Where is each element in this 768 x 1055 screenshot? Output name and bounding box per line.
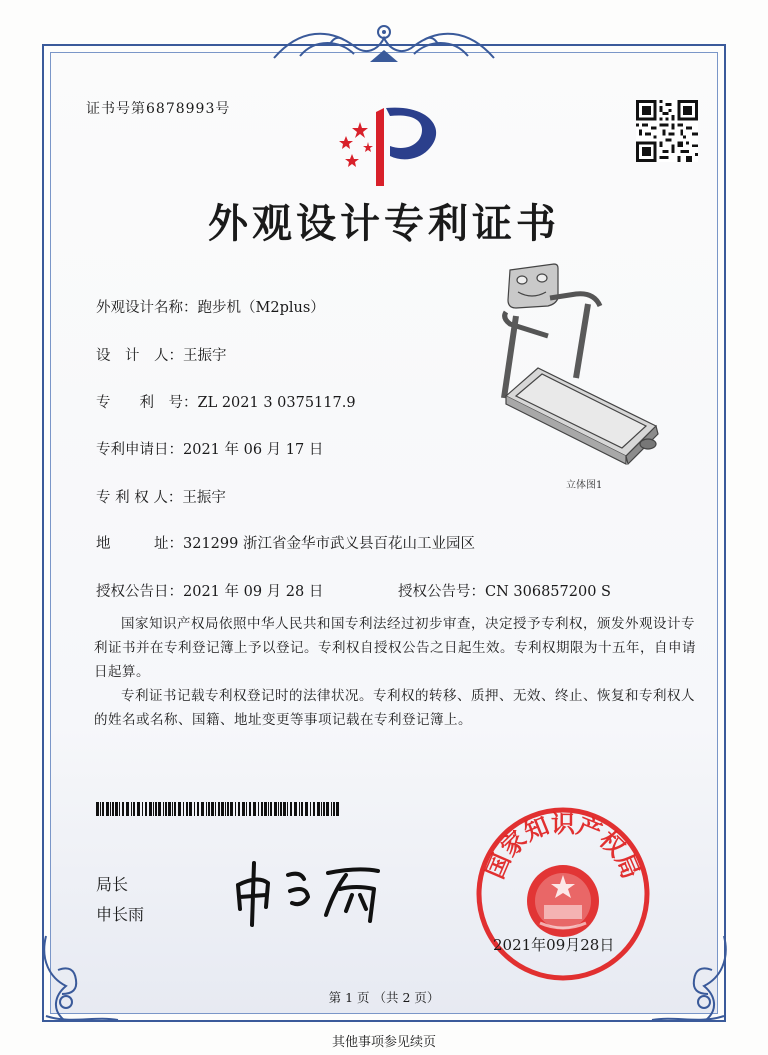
grant-date-label: 授权公告日： (96, 584, 183, 600)
treadmill-drawing-icon (496, 258, 668, 480)
director-title: 局长 (96, 875, 129, 894)
qr-code-icon (636, 100, 698, 162)
grant-date-field (96, 580, 323, 601)
design-name-label: 外观设计名称： (96, 300, 198, 316)
filing-date-label: 专利申请日： (96, 442, 183, 458)
patent-number-field (96, 391, 356, 412)
top-ornament-icon (270, 20, 498, 66)
filing-date-field (96, 438, 323, 459)
address-field (96, 532, 475, 553)
legal-paragraph-2: 专利证书记载专利权登记时的法律状况。专利权的转移、质押、无效、终止、恢复和专利权人的姓名或名称、国籍、地址变更等事项记载在专利登记簿上。 (94, 688, 695, 728)
patentee-field (96, 486, 226, 507)
bottom-right-ornament-icon (644, 930, 734, 1026)
bottom-left-ornament-icon (36, 930, 126, 1026)
designer-field (96, 344, 227, 365)
seal-date: 2021年09月28日 (493, 936, 615, 954)
grant-number-label: 授权公告号： (398, 584, 485, 600)
address-value: 321299 浙江省金华市武义县百花山工业园区 (183, 536, 475, 552)
filing-date-value: 2021 年 06 月 17 日 (183, 442, 324, 458)
grant-number-field (398, 580, 611, 601)
page-number: 第 1 页 （共 2 页） (328, 990, 440, 1005)
legal-paragraph-1: 国家知识产权局依照中华人民共和国专利法经过初步审查，决定授予专利权，颁发外观设计专利证书并在专利登记簿上予以登记。专利权自授权公告之日起生效。专利权期限为十五年，自申请日起算。 (94, 616, 696, 680)
seal-text: 国家知识产权局 (480, 808, 646, 883)
address-label: 地 址： (96, 536, 183, 552)
director-name: 申长雨 (96, 905, 145, 924)
patent-number-value: ZL 2021 3 0375117.9 (197, 395, 356, 411)
patent-number-label: 专 利 号： (96, 395, 198, 411)
cnipa-logo-icon (330, 100, 450, 190)
patentee-label: 专 利 权 人： (96, 490, 183, 506)
grant-date-value: 2021 年 09 月 28 日 (183, 584, 324, 600)
designer-label: 设 计 人： (96, 348, 183, 364)
footer-note: 其他事项参见续页 (331, 1035, 436, 1050)
design-name-field (96, 296, 325, 317)
designer-value: 王振宇 (183, 348, 227, 364)
certificate-title: 外观设计专利证书 (208, 200, 560, 247)
patentee-value: 王振宇 (182, 490, 226, 506)
image-caption: 立体图1 (566, 480, 603, 491)
design-name-value: 跑步机（M2plus） (197, 300, 325, 316)
barcode-icon (96, 802, 342, 816)
grant-number-value: CN 306857200 S (485, 584, 611, 600)
treadmill-design-image (496, 258, 668, 480)
official-seal-icon (474, 805, 652, 983)
director-signature-icon (228, 845, 408, 930)
certificate-number: 证书号第6878993号 (86, 101, 231, 117)
